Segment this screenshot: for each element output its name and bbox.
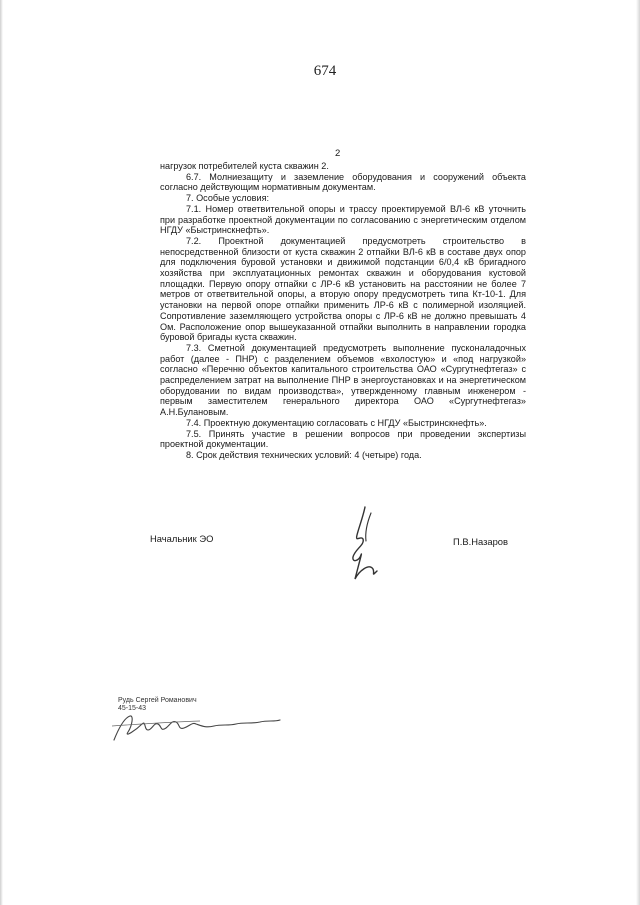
page-number: 674 bbox=[313, 63, 337, 79]
executor-name: Рудь Сергей Романович bbox=[118, 697, 197, 704]
handwritten-signature bbox=[335, 505, 395, 585]
document-body bbox=[160, 161, 526, 461]
scan-edge-right bbox=[636, 0, 640, 905]
paragraph: 7.1. Номер ответвительной опоры и трассу проектируемой ВЛ-6 кВ уточнить при разработке проектной документации по согласованию с энергетическим отделом НГДУ «Быстринскнефть». bbox=[160, 203, 526, 236]
signatory-name: П.В.Назаров bbox=[453, 536, 509, 547]
paragraph: 8. Срок действия технических условий: 4 (четыре) года. bbox=[186, 449, 422, 460]
paragraph: 6.7. Молниезащиту и заземление оборудования и сооружений объекта согласно действующим нормативным документам. bbox=[160, 171, 526, 193]
executor-phone: 45-15-43 bbox=[118, 705, 147, 712]
signatory-title: Начальник ЭО bbox=[150, 533, 214, 544]
paragraph: 7. Особые условия: bbox=[186, 193, 270, 204]
sheet-number: 2 bbox=[335, 148, 341, 159]
paragraph: нагрузок потребителей куста скважин 2. bbox=[160, 161, 329, 171]
paragraph: 7.4. Проектную документацию согласовать с НГДУ «Быстринскнефть». bbox=[186, 417, 487, 428]
paragraph: 7.2. Проектной документацией предусмотреть строительство в непосредственной близости от куста скважин 2 отпайки ВЛ-6 кВ в составе двух опор для подключения буровой установки и движимой подстанции 6/0,4 кВ бригадного хозяйства при эксплуатационных ремонтах скважин и оборудования кустовой площадки. Первую опору отпайки с ЛР-6 кВ установить на расстоянии не более 7 метров от ответвительной опоры, а вторую опору предусмотреть типа Кт-10-1. Для установки на первой опоре отпайки применить ЛР-6 кВ с полимерной изоляцией. Сопротивление заземляющего устройства опоры с ЛР-6 кВ не должно превышать 4 Ом. Расположение опор вышеуказанной отпайки выполнить в направлении городка буровой бригады куста скважин. bbox=[160, 235, 526, 343]
scan-edge-left bbox=[0, 0, 3, 905]
paragraph: 7.5. Принять участие в решении вопросов при проведении экспертизы проектной документации. bbox=[160, 428, 526, 450]
executor-signature bbox=[110, 700, 285, 745]
paragraph: 7.3. Сметной документацией предусмотреть выполнение пусконаладочных работ (далее - ПНР) с разделением объемов «вхолостую» и «под нагрузкой» согласно «Перечню объектов капитального строительства ОАО «Сургутнефтегаз» с распределением затрат на выполнение ПНР в энергоустановках и на энергетическом оборудовании по видам производства», утвержденному главным инженером - первым заместителем генерального директора ОАО «Сургутнефтегаз» А.Н.Булановым. bbox=[160, 342, 526, 418]
